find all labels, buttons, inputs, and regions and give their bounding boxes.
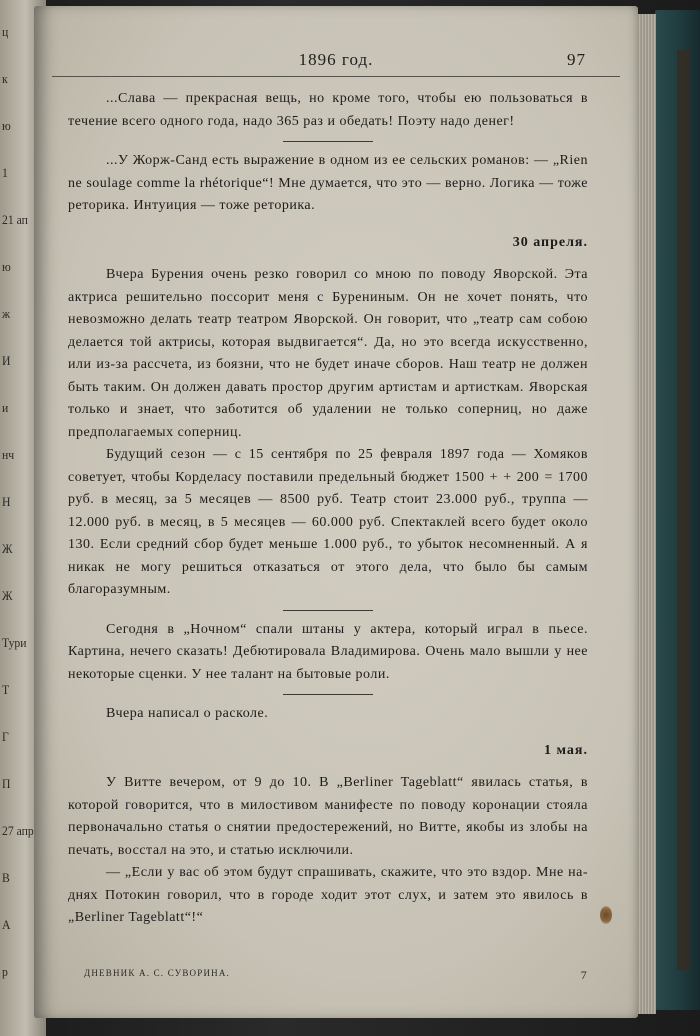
paragraph: ...Слава — прекрасная вещь, но кроме того, чтобы ею пользоваться в течение всего одного года, надо 365 раз и обедать! Поэту надо денег! (68, 91, 588, 129)
left-page-fragment: Ж (2, 588, 13, 603)
ink-stain (600, 906, 612, 924)
left-page-fragment: ц (2, 24, 9, 39)
left-page-fragment: и (2, 400, 9, 415)
left-page-fragment: 21 ап (2, 212, 28, 227)
left-page-fragment: 27 апр (2, 823, 34, 838)
left-page-fragment: ю (2, 259, 11, 274)
book-page (34, 6, 638, 1018)
left-page-fragment: нч (2, 447, 15, 462)
header-rule (52, 76, 620, 77)
page-body (68, 88, 588, 930)
left-page-fragment: А (2, 917, 11, 932)
left-page-fragment: Ж (2, 541, 13, 556)
left-page-fragment: к (2, 71, 8, 86)
section-separator (283, 610, 373, 611)
left-page-fragment: И (2, 353, 11, 368)
entry-date: 30 апреля. (512, 234, 588, 250)
page-edges (636, 14, 656, 1014)
section-separator (283, 694, 373, 695)
entry-date: 1 мая. (543, 742, 588, 758)
footer-signature: ДНЕВНИК А. С. СУВОРИНА. (84, 968, 231, 978)
book-cover-edge (655, 10, 700, 1010)
paragraph: Вчера Бурения очень резко говорил со мною по поводу Яворской. Эта актриса решительно поссорит меня с Бурениным. Он не хочет понять, что невозможно делать театр театром Яворской. Он говорит, что „театр сам собою делается той актрисы, которая выдвигается“. Да, но это всегда искусственно, или из-за рассчета, из боязни, что не будет иначе сборов. Наш театр не должен быть таким. Он должен давать простор другим артистам и артисткам. Яворская только и знает, что заботится об удалении не только соперниц, но даже предполагаемых соперниц. (68, 267, 588, 440)
left-page-fragment: Н (2, 494, 11, 509)
left-page-fragment: Т (2, 682, 10, 697)
page-number: 97 (567, 50, 586, 69)
left-page-fragment: 1 (2, 165, 8, 180)
paragraph: ...У Жорж-Санд есть выражение в одном из ее сельских романов: — „Rien ne soulage comme la rhétorique“! Мне думается, что это — верно. Логика — тоже реторика. Интуиция — тоже реторика. (68, 153, 588, 213)
paragraph: Сегодня в „Ночном“ спали штаны у актера, который играл в пьесе. Картина, нечего сказать! Дебютировала Владимирова. Очень мало вышли у нее некоторые сценки. У нее талант на бытовые роли. (68, 621, 588, 682)
left-page-fragment: Г (2, 729, 9, 744)
paragraph: Будущий сезон — с 15 сентября по 25 февраля 1897 года — Хомяков советует, чтобы Корделасу поставили предельный бюджет 1500 + + 200 = 1700 руб. в месяц, за 5 месяцев — 8500 руб. Театр стоит 23.000 руб., труппа — 12.000 руб. в месяц, в 5 месяцев — 60.000 руб. Спектаклей всего будет около 130. Если средний сбор будет меньше 1.000 руб., то убыток несомненный. А я никак не могу решиться отказаться от этого дела, что было бы самым благоразумным. (68, 447, 588, 597)
left-page-fragment: В (2, 870, 10, 885)
cover-strip (677, 50, 689, 970)
left-page-fragment: ю (2, 118, 11, 133)
page-footer (84, 968, 588, 982)
left-page-fragment: ж (2, 306, 11, 321)
paragraph: У Витте вечером, от 9 до 10. В „Berliner Tageblatt“ явилась статья, в которой говорится, что в милостивом манифесте по поводу коронации стояла первоначально статья о снятии предостережений, но Витте, якобы из злобы на печать, восстал на это, и статью исключили. (68, 775, 588, 858)
sheet-number: 7 (580, 968, 588, 982)
left-page-fragment: П (2, 776, 11, 791)
left-page-fragment: р (2, 964, 8, 979)
running-header-year: 1896 год. (298, 50, 374, 69)
left-page-fragment: Тури (2, 635, 27, 650)
paragraph: Вчера написал о расколе. (106, 706, 269, 721)
paragraph: — „Если у вас об этом будут спрашивать, скажите, что это вздор. Мне на-днях Потокин говорил, что в городе ходит этот слух, и затем это явилось в „Berliner Tageblatt“!“ (68, 865, 588, 925)
section-separator (283, 141, 373, 142)
